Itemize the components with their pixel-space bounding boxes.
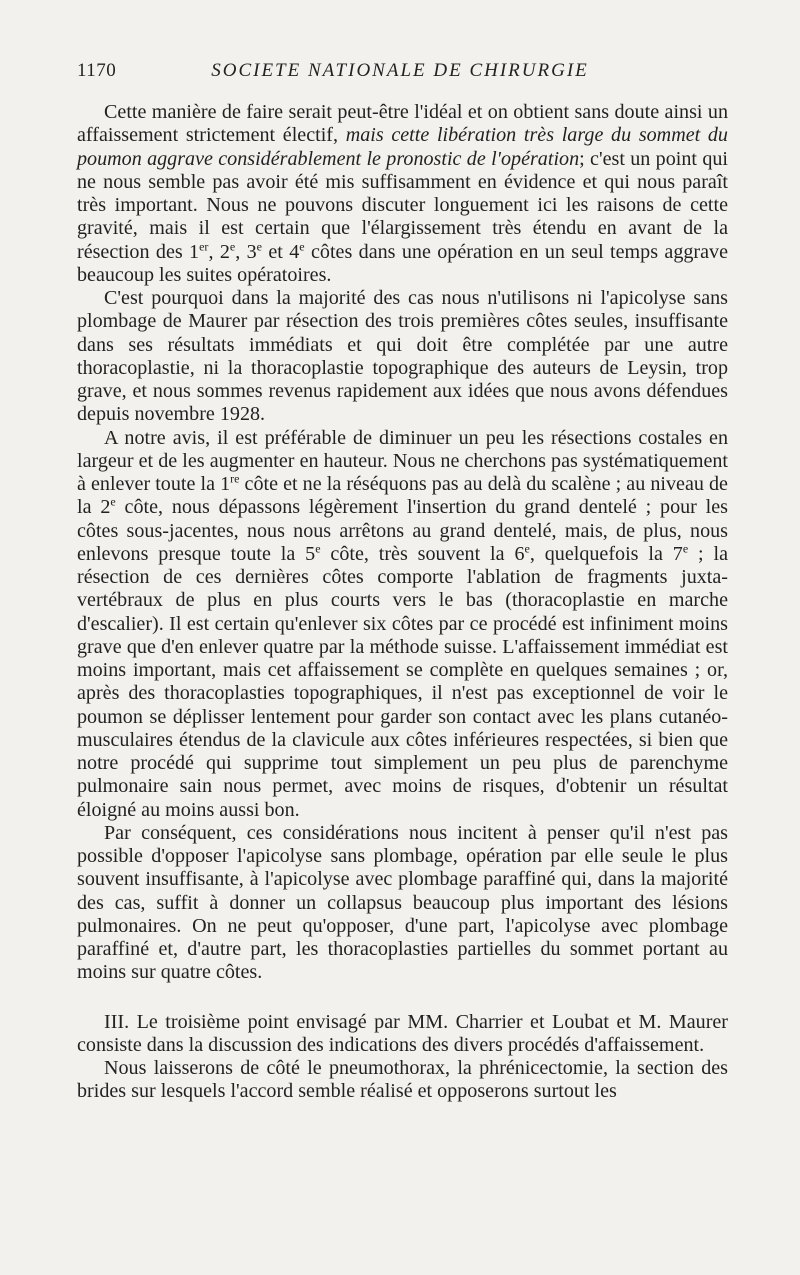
paragraph-1 <box>77 101 728 287</box>
paragraph-3-part-a: A notre avis, il est préférable de diminuer un peu les résections costales en largeur et de les augmenter en hauteur. Nous ne cherchons pas systématiquement à enlever toute la 1 <box>77 426 728 495</box>
paragraph-1-part-e: et 4 <box>262 240 300 263</box>
paragraph-6: Nous laisserons de côté le pneumothorax, la phrénicectomie, la section des brides sur lesquels l'accord semble réalisé et opposerons surtout les <box>77 1057 728 1103</box>
paragraph-4: Par conséquent, ces considérations nous incitent à penser qu'il n'est pas possible d'opposer l'apicolyse sans plombage, opération par elle seule le plus souvent insuffisante, à l'apicolyse avec plombage paraffiné qui, dans la majorité des cas, suffit à donner un collapsus beaucoup plus important des lésions pulmonaires. On ne peut qu'opposer, d'une part, l'apicolyse avec plombage paraffiné et, d'autre part, les thoracoplasties partielles du sommet portant au moins sur quatre côtes. <box>77 821 728 984</box>
paragraph-1-part-f: côtes dans une opération en un seul temps aggrave beaucoup les suites opératoires. <box>77 240 729 286</box>
ordinal-superscript: e <box>110 494 116 509</box>
ordinal-superscript: re <box>230 471 240 486</box>
paragraph-3 <box>77 427 728 822</box>
ordinal-superscript: e <box>229 238 236 253</box>
body-text <box>77 101 728 1104</box>
page-header <box>77 60 723 88</box>
paragraph-1-part-b: ; c'est un point qui ne nous semble pas avoir été mis suffisamment en évidence et qui nous paraît très important. Nous ne pouvons discuter longuement ici les raisons de cette gravité, mais il est certain que l'élargissement très étendu en avant de la résection des 1 <box>77 147 728 263</box>
page-number: 1170 <box>77 60 117 81</box>
ordinal-superscript: e <box>682 541 689 556</box>
paragraph-1-italic: mais cette libération très large du sommet du poumon aggrave considérablement le pronostic de l'opération <box>77 124 728 170</box>
paragraph-1-part-c: , 2 <box>208 240 230 263</box>
ordinal-superscript: e <box>256 238 262 253</box>
paragraph-1-part-a: Cette manière de faire serait peut-être l'idéal et on obtient sans doute ainsi un affaissement strictement électif, <box>77 101 728 147</box>
paragraph-3-part-d: côte, très souvent la 6 <box>320 542 525 565</box>
paragraph-3-part-b: côte et ne la réséquons pas au delà du scalène ; au niveau de la 2 <box>77 473 728 519</box>
paragraph-3-part-f: ; la résection de ces dernières côtes comporte l'ablation de fragments juxta-vertébraux de plus en plus courts vers le bas (thoracoplastie en marche d'escalier). Il est certain qu'enlever six côtes par ce procédé est infiniment moins grave que d'en enlever quatre par la méthode suisse. L'affaissement immédiat est moins important, mais cet affaissement se complète en quelques semaines ; or, après des thoracoplasties topographiques, il n'est pas exceptionnel de voir le poumon se déplisser lentement pour garder son contact avec les plans cutanéo-musculaires étendus de la clavicule aux côtes inférieures respectées, si bien que notre procédé qui supprime tout simplement un peu plus de parenchyme pulmonaire sain nous permet, avec moins de risques, d'obtenir un résultat éloigné au moins aussi bon. <box>77 542 728 821</box>
paragraph-3-part-c: côte, nous dépassons légèrement l'insertion du grand dentelé ; pour les côtes sous-jacentes, nous nous arrêtons au grand dentelé, mais, de plus, nous enlevons presque toute la 5 <box>77 496 729 565</box>
running-head: SOCIETE NATIONALE DE CHIRURGIE <box>211 60 589 81</box>
ordinal-superscript: er <box>199 238 209 253</box>
ordinal-superscript: e <box>315 541 321 556</box>
section-iii-paragraph: III. Le troisième point envisagé par MM. Charrier et Loubat et M. Maurer consiste dans la discussion des indications des divers procédés d'affaissement. <box>77 1010 728 1056</box>
paragraph-1-part-d: , 3 <box>235 240 257 263</box>
paragraph-3-part-e: , quelquefois la 7 <box>529 542 683 565</box>
paragraph-2: C'est pourquoi dans la majorité des cas nous n'utilisons ni l'apicolyse sans plombage de Maurer par résection des trois premières côtes seules, insuffisante dans ses résultats immédiats et qui doit être complétée par une autre thoracoplastie, ni la thoracoplastie topographique des auteurs de Leysin, trop grave, et nous sommes revenus rapidement aux idées que nous avons défendues depuis novembre 1928. <box>77 287 728 426</box>
ordinal-superscript: e <box>299 238 305 253</box>
ordinal-superscript: e <box>524 541 530 556</box>
